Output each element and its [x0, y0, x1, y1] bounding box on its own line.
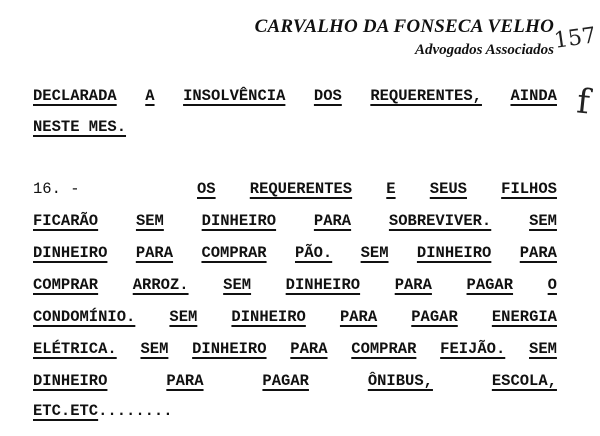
word: ENERGIA: [491, 308, 557, 326]
text-line: [33, 210, 557, 232]
text-span: ........: [98, 402, 173, 420]
word: SEUS: [429, 180, 467, 198]
text-line: [33, 242, 557, 264]
word: SEM: [529, 340, 557, 358]
handwritten-page-number: 157: [552, 23, 598, 54]
word: DINHEIRO: [285, 276, 361, 294]
word: COMPRAR: [351, 340, 417, 358]
text-line: [33, 178, 557, 200]
word: CONDOMÍNIO.: [33, 308, 136, 326]
text-span: ETC.ETC: [33, 402, 99, 420]
word: SEM: [135, 212, 164, 230]
word: DINHEIRO: [416, 244, 492, 262]
word: PARA: [394, 276, 432, 294]
word: SEM: [169, 308, 198, 326]
word: SOBREVIVER.: [388, 212, 492, 230]
word: PARA: [290, 340, 328, 358]
handwritten-margin-mark: f: [575, 81, 593, 123]
text-line: [33, 85, 557, 107]
word: SEM: [223, 276, 252, 294]
word: SEM: [140, 340, 169, 358]
word: COMPRAR: [33, 276, 99, 294]
text-span: [197, 178, 557, 200]
word: ELÉTRICA.: [33, 340, 117, 358]
text-span: NESTE MES.: [33, 118, 127, 136]
text-line: [33, 274, 557, 296]
word: ESCOLA,: [491, 372, 557, 390]
word: AINDA: [510, 87, 557, 105]
word: PARA: [166, 372, 204, 390]
text-line: [33, 306, 557, 328]
word: DINHEIRO: [231, 308, 306, 326]
word: INSOLVÊNCIA: [183, 87, 286, 105]
word: PARA: [313, 212, 352, 230]
text-line: [33, 338, 557, 360]
letterhead: [255, 16, 554, 60]
text-line: [33, 370, 557, 392]
word: COMPRAR: [201, 244, 267, 262]
word: DINHEIRO: [33, 244, 108, 262]
word: FEIJÃO.: [440, 340, 506, 358]
word: DOS: [313, 87, 342, 105]
word: A: [145, 87, 155, 105]
paragraph-number: 16. -: [33, 180, 80, 198]
word: E: [386, 180, 396, 198]
word: PAGAR: [466, 276, 514, 294]
word: PARA: [519, 244, 557, 262]
word: REQUERENTES: [249, 180, 353, 198]
word: DINHEIRO: [192, 340, 267, 358]
text-line: [33, 400, 557, 422]
word: PAGAR: [411, 308, 458, 326]
word: DINHEIRO: [201, 212, 277, 230]
word: ARROZ.: [132, 276, 189, 294]
word: SEM: [360, 244, 389, 262]
word: PARA: [135, 244, 174, 262]
word: FILHOS: [501, 180, 557, 198]
word: DECLARADA: [33, 87, 117, 105]
word: DINHEIRO: [33, 372, 108, 390]
word: O: [547, 276, 557, 294]
firm-subtitle: Advogados Associados: [414, 42, 554, 58]
word: OS: [197, 180, 216, 198]
word: PÃO.: [294, 244, 333, 262]
firm-name: CARVALHO DA FONSECA VELHO: [254, 16, 554, 37]
word: FICARÃO: [33, 212, 99, 230]
word: SEM: [529, 212, 557, 230]
word: ÔNIBUS,: [367, 372, 433, 390]
text-line: [33, 116, 557, 138]
word: REQUERENTES,: [370, 87, 482, 105]
word: PARA: [339, 308, 378, 326]
word: PAGAR: [262, 372, 309, 390]
